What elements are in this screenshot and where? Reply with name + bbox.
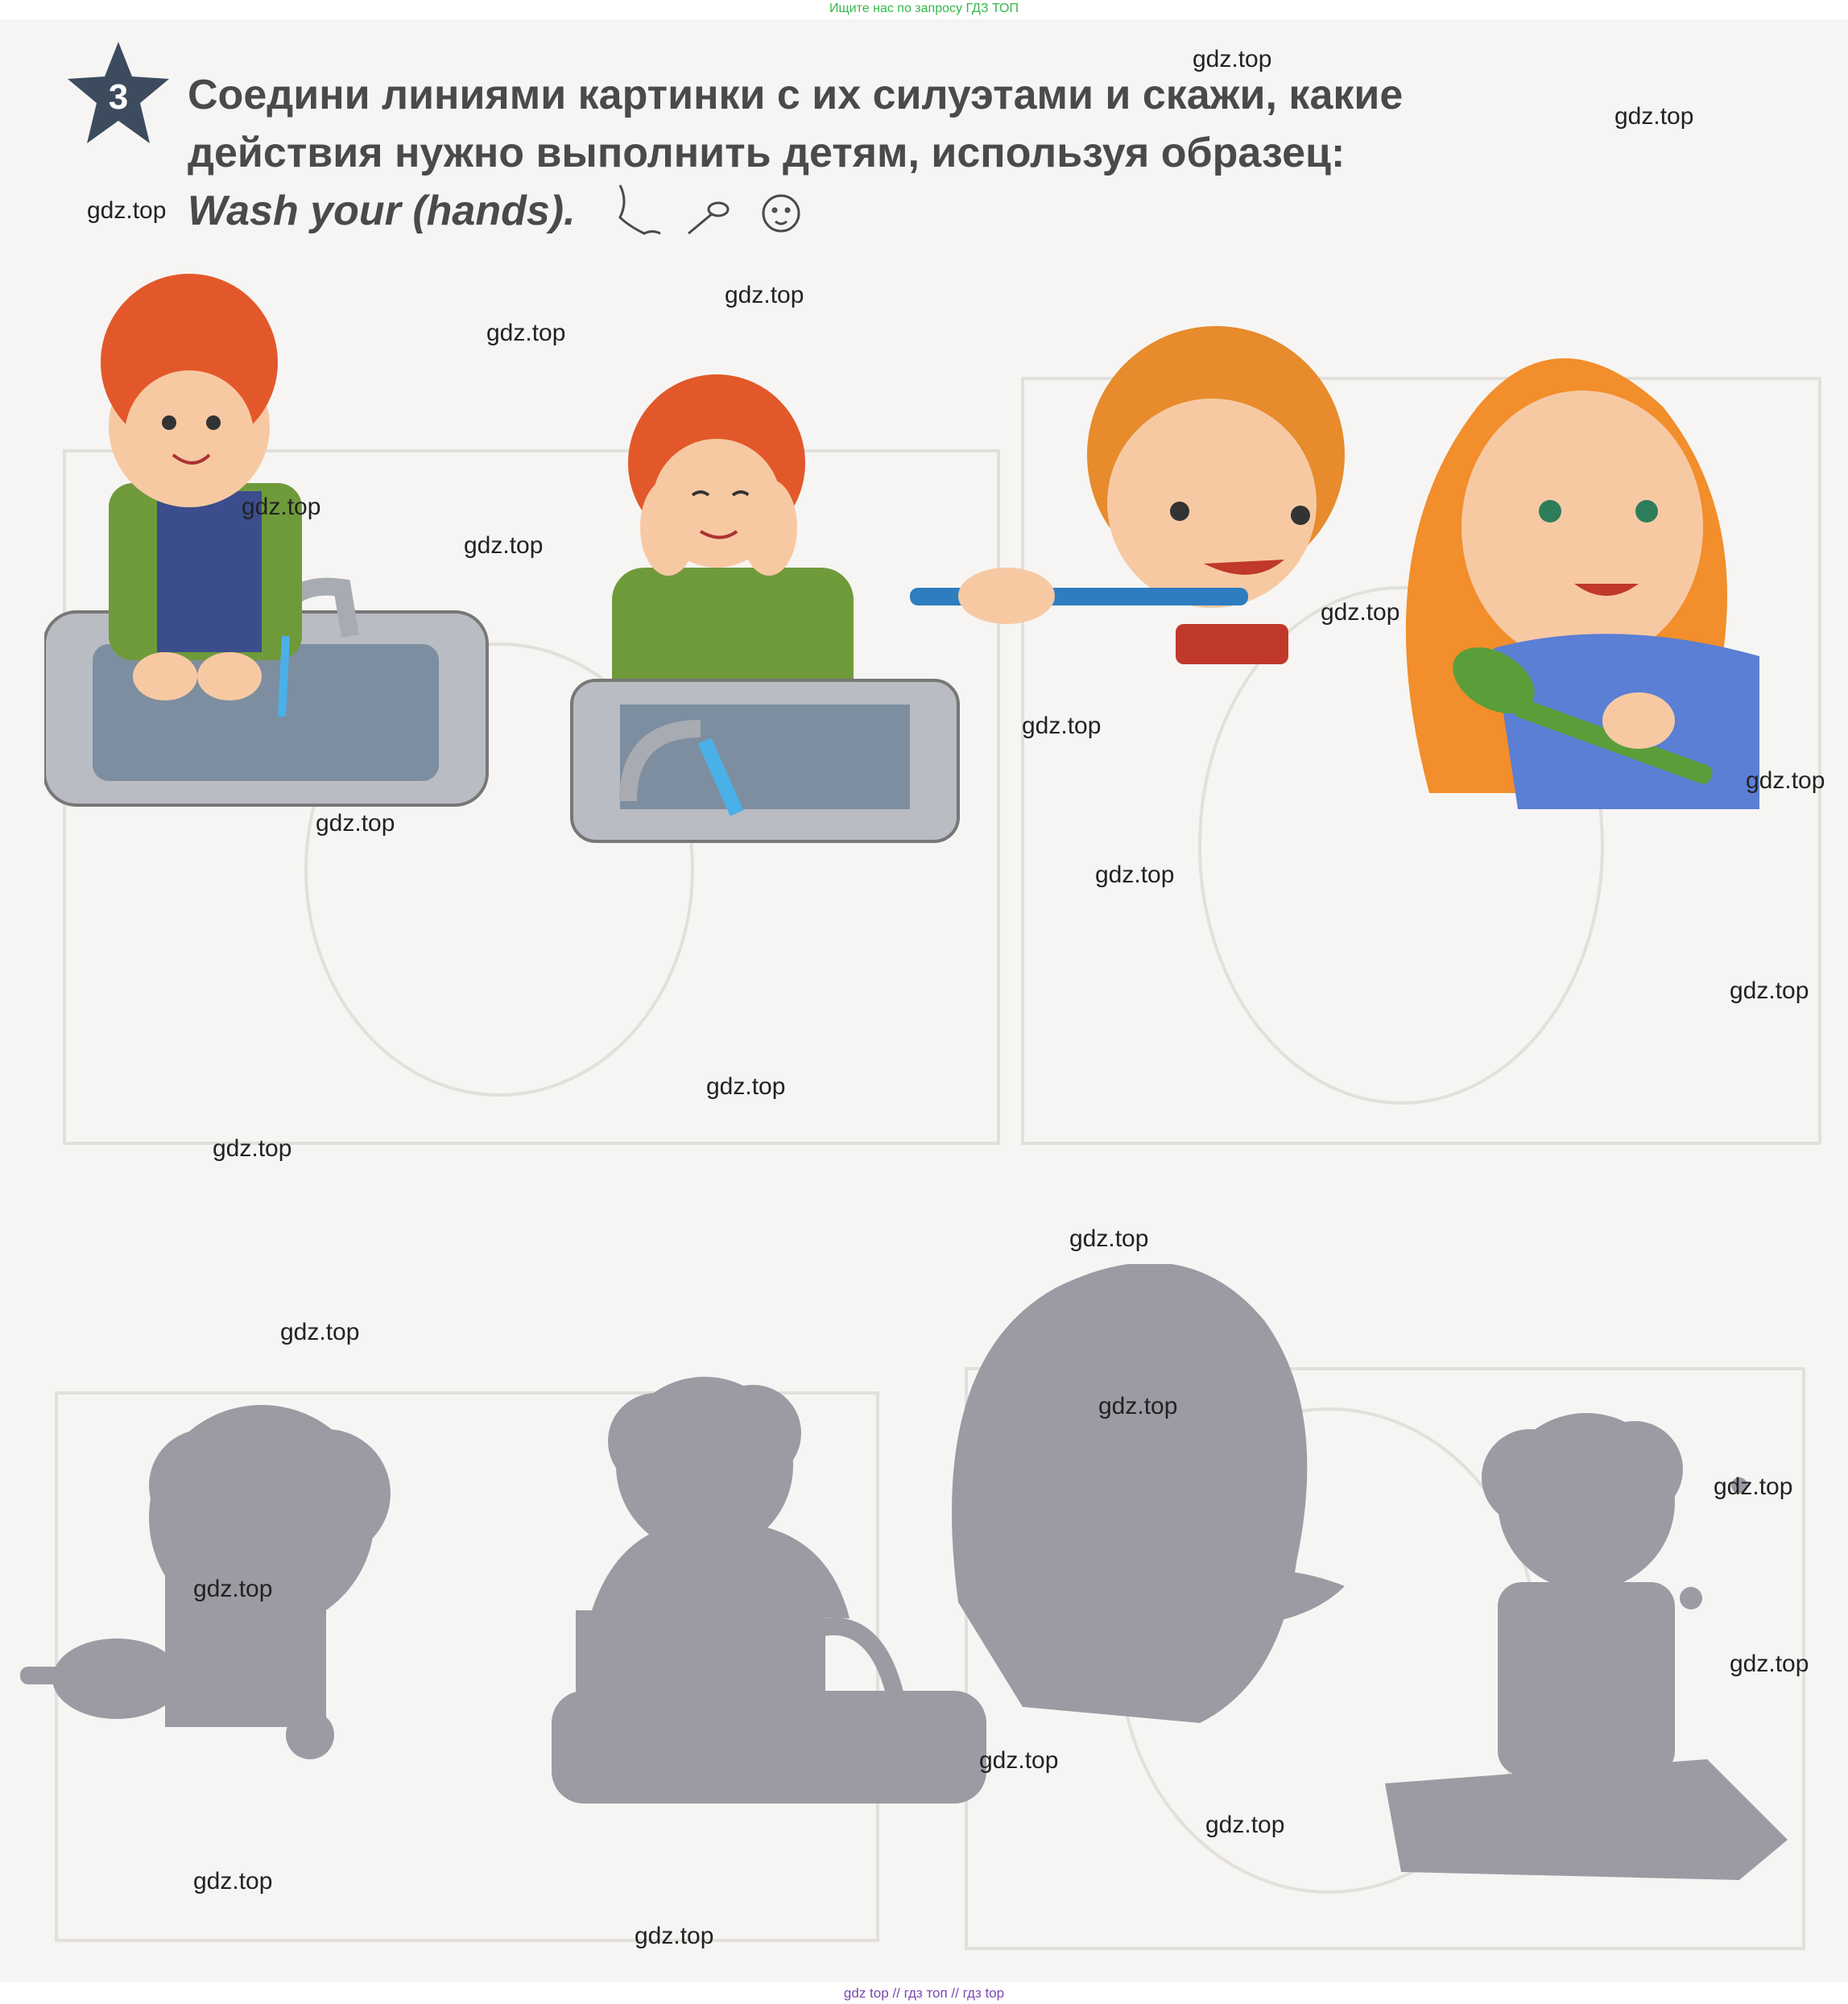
task-instructions bbox=[188, 66, 1557, 240]
watermark: gdz.top bbox=[213, 1135, 292, 1162]
bottom-banner: gdz top // гдз топ // гдз top bbox=[0, 1982, 1848, 2004]
boy-washing-hands-icon[interactable] bbox=[44, 266, 495, 813]
long-hair-girl-silhouette-icon[interactable] bbox=[942, 1264, 1361, 1747]
task-sample: Wash your (hands). bbox=[188, 188, 576, 234]
watermark: gdz.top bbox=[1714, 1473, 1793, 1500]
task-line-1: Соедини линиями картинки с их силуэтами и скажи, какие bbox=[188, 72, 1404, 118]
watermark: gdz.top bbox=[1069, 1225, 1149, 1252]
task-number: 3 bbox=[108, 77, 129, 117]
watermark: gdz.top bbox=[979, 1747, 1059, 1774]
watermark: gdz.top bbox=[193, 1868, 273, 1895]
toothbrush-icon bbox=[688, 213, 713, 233]
task-line-2: действия нужно выполнить детям, используя образец: bbox=[188, 130, 1346, 176]
watermark: gdz.top bbox=[1321, 599, 1400, 626]
watermark: gdz.top bbox=[87, 197, 167, 224]
watermark: gdz.top bbox=[1098, 1393, 1178, 1419]
watermark: gdz.top bbox=[1746, 767, 1825, 794]
watermark: gdz.top bbox=[1193, 46, 1272, 72]
watermark: gdz.top bbox=[280, 1319, 360, 1345]
watermark: gdz.top bbox=[316, 810, 395, 837]
face-icon bbox=[763, 196, 799, 231]
watermark: gdz.top bbox=[193, 1576, 273, 1602]
watermark: gdz.top bbox=[1730, 1651, 1809, 1677]
watermark: gdz.top bbox=[635, 1923, 714, 1949]
hand-wash-icon bbox=[620, 185, 660, 233]
watermark: gdz.top bbox=[725, 282, 804, 308]
top-banner: Ищите нас по запросу ГДЗ ТОП bbox=[0, 0, 1848, 19]
watermark: gdz.top bbox=[1205, 1812, 1285, 1838]
mini-action-icons bbox=[612, 181, 813, 246]
watermark: gdz.top bbox=[1614, 103, 1694, 130]
watermark: gdz.top bbox=[486, 320, 566, 346]
boy-brushing-teeth-icon[interactable] bbox=[910, 318, 1393, 688]
watermark: gdz.top bbox=[464, 532, 544, 559]
watermark: gdz.top bbox=[1095, 862, 1175, 888]
sink-boy-silhouette-icon[interactable] bbox=[544, 1369, 986, 1836]
girl-brushing-hair-icon[interactable] bbox=[1381, 342, 1772, 825]
watermark: gdz.top bbox=[706, 1073, 786, 1100]
watermark: gdz.top bbox=[1022, 713, 1102, 739]
watermark: gdz.top bbox=[1730, 977, 1809, 1004]
watermark: gdz.top bbox=[242, 494, 321, 520]
task-star-icon bbox=[66, 40, 171, 149]
